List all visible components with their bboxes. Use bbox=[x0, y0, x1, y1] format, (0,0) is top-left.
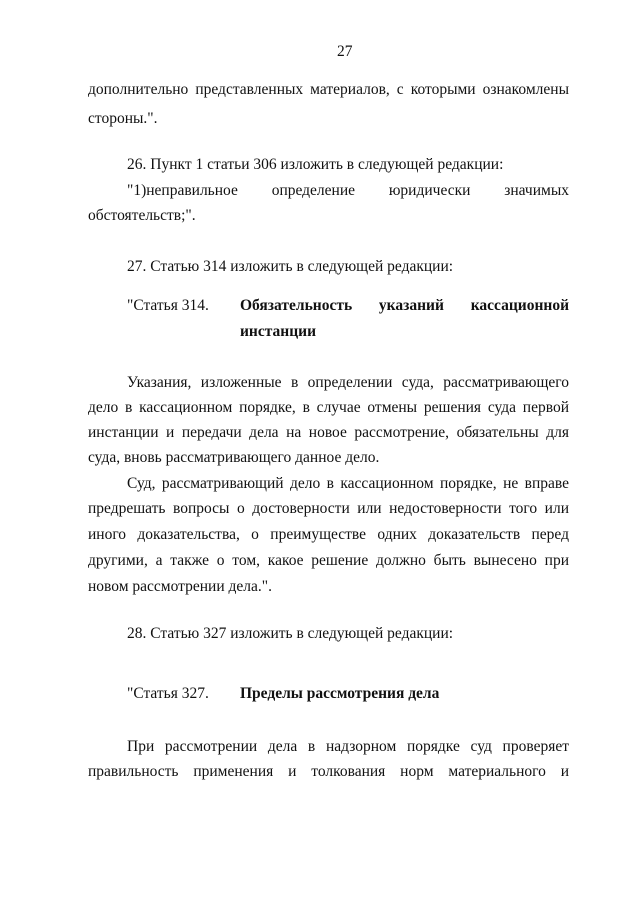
item-28-heading: 28. Статью 327 изложить в следующей редакции: bbox=[127, 625, 454, 642]
item-26-heading: 26. Пункт 1 статьи 306 изложить в следующей редакции: bbox=[127, 156, 504, 173]
paragraph-line: При рассмотрении дела в надзорном порядке суд проверяет bbox=[127, 738, 569, 755]
paragraph-line: новом рассмотрении дела.". bbox=[88, 578, 272, 595]
paragraph-line: инстанции и передачи дела на новое рассмотрение, обязательны для bbox=[88, 424, 569, 441]
paragraph-line: правильность применения и толкования норм материального и bbox=[88, 763, 569, 780]
text-line: дополнительно представленных материалов, с которыми ознакомлены bbox=[88, 81, 569, 98]
article-327-title: Пределы рассмотрения дела bbox=[240, 685, 440, 702]
paragraph-line: дело в кассационном порядке, в случае отмены решения суда первой bbox=[88, 399, 569, 416]
article-327-number: "Статья 327. bbox=[127, 685, 209, 702]
article-314-title: инстанции bbox=[240, 323, 317, 340]
text-line: обстоятельств;". bbox=[88, 207, 196, 224]
article-314-number: "Статья 314. bbox=[127, 297, 209, 314]
item-26-text: "1)неправильное определение юридически значимых bbox=[127, 182, 569, 199]
item-27-heading: 27. Статью 314 изложить в следующей редакции: bbox=[127, 258, 454, 275]
paragraph-line: Суд, рассматривающий дело в кассационном порядке, не вправе bbox=[127, 475, 569, 492]
paragraph-line: предрешать вопросы о достоверности или недостоверности того или bbox=[88, 500, 569, 517]
paragraph-line: иного доказательства, о преимуществе одних доказательств перед bbox=[88, 526, 569, 543]
text-line: стороны.". bbox=[88, 110, 158, 127]
article-314-title: Обязательность указаний кассационной bbox=[240, 297, 569, 314]
paragraph-line: другими, а также о том, какое решение должно быть вынесено при bbox=[88, 552, 569, 569]
page-number: 27 bbox=[337, 43, 353, 60]
paragraph-line: Указания, изложенные в определении суда, рассматривающего bbox=[127, 374, 569, 391]
paragraph-line: суда, вновь рассматривающего данное дело. bbox=[88, 449, 380, 466]
